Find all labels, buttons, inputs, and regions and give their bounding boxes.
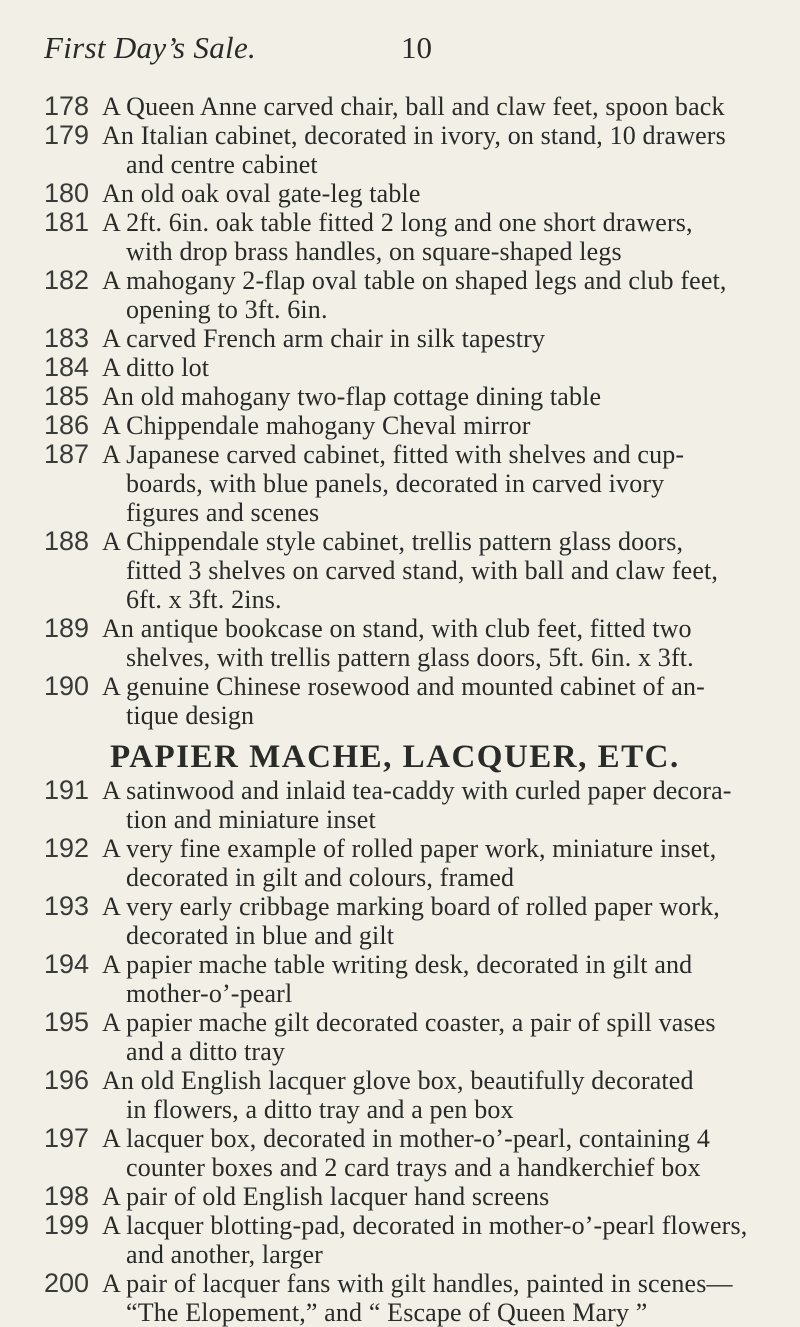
lot-description-line: with drop brass handles, on square-shaped legs	[126, 237, 622, 266]
lot-item	[44, 1269, 744, 1327]
lot-description	[102, 382, 744, 411]
lot-description-line: decorated in gilt and colours, framed	[126, 863, 515, 892]
lot-description-line: A very early cribbage marking board of rolled paper work,	[102, 892, 720, 921]
lot-description-line: figures and scenes	[126, 498, 320, 527]
lot-description	[102, 324, 744, 353]
lot-description-line: An old mahogany two-flap cottage dining table	[102, 382, 602, 411]
lot-description	[102, 614, 744, 672]
lot-description-line: A Chippendale style cabinet, trellis pattern glass doors,	[102, 527, 684, 556]
lot-description	[102, 179, 744, 208]
lot-item	[44, 1066, 744, 1124]
lot-description-line: An old oak oval gate-leg table	[102, 179, 421, 208]
lot-number: 198	[44, 1181, 90, 1211]
lot-description-line: A papier mache gilt decorated coaster, a pair of spill vases	[102, 1008, 716, 1037]
lot-description	[102, 1008, 744, 1066]
lot-description-line: A Chippendale mahogany Cheval mirror	[102, 411, 531, 440]
lot-item	[44, 950, 744, 1008]
lot-number: 183	[44, 323, 90, 353]
lot-item	[44, 672, 744, 730]
lot-item	[44, 892, 744, 950]
lot-description	[102, 892, 744, 950]
lot-item	[44, 179, 744, 208]
lot-item	[44, 834, 744, 892]
lot-description-line: A genuine Chinese rosewood and mounted cabinet of an-	[102, 672, 705, 701]
lot-description-line: A very fine example of rolled paper work, miniature inset,	[102, 834, 717, 863]
lot-description	[102, 834, 744, 892]
lot-number: 189	[44, 613, 90, 643]
lot-description-line: A 2ft. 6in. oak table fitted 2 long and one short drawers,	[102, 208, 693, 237]
lot-description-line: A lacquer blotting-pad, decorated in mother-o’-pearl flowers,	[102, 1211, 748, 1240]
lot-number: 197	[44, 1123, 90, 1153]
page-number: 10	[401, 30, 432, 65]
lot-number: 178	[44, 91, 90, 121]
lot-number: 188	[44, 526, 90, 556]
lot-item	[44, 92, 744, 121]
lot-description	[102, 1124, 744, 1182]
lot-number: 186	[44, 410, 90, 440]
lot-number: 195	[44, 1007, 90, 1037]
running-title: First Day’s Sale.	[44, 30, 257, 65]
lot-description-line: counter boxes and 2 card trays and a handkerchief box	[126, 1153, 701, 1182]
lot-description-line: boards, with blue panels, decorated in carved ivory	[126, 469, 665, 498]
lot-description	[102, 672, 744, 730]
lot-description	[102, 1211, 747, 1269]
lot-description-line: decorated in blue and gilt	[126, 921, 395, 950]
lot-description-line: opening to 3ft. 6in.	[126, 295, 328, 324]
lot-number: 187	[44, 439, 90, 469]
lot-description-line: and centre cabinet	[126, 150, 318, 179]
lot-description	[102, 266, 744, 324]
lot-description-line: tion and miniature inset	[126, 805, 376, 834]
lot-description-line: A papier mache table writing desk, decorated in gilt and	[102, 950, 693, 979]
lot-item	[44, 1210, 748, 1269]
lot-item	[44, 1124, 744, 1182]
lot-description-line: tique design	[126, 701, 255, 730]
lot-list-papier-mache	[44, 775, 748, 1327]
lot-item	[44, 266, 744, 324]
lot-description	[102, 776, 744, 834]
lot-description	[102, 121, 744, 179]
lot-item	[44, 614, 744, 672]
lot-item	[44, 1008, 744, 1066]
lot-number: 190	[44, 671, 90, 701]
lot-description-line: A pair of old English lacquer hand screens	[102, 1182, 550, 1211]
lot-item	[44, 353, 744, 382]
lot-description	[102, 950, 744, 1008]
lot-description	[102, 1182, 744, 1211]
lot-description-line: and another, larger	[126, 1240, 323, 1269]
lot-number: 180	[44, 178, 90, 208]
lot-description	[102, 92, 744, 121]
lot-description-line: A pair of lacquer fans with gilt handles, painted in scenes—	[102, 1269, 733, 1298]
lot-item	[44, 208, 744, 266]
lot-description-line: A ditto lot	[102, 353, 210, 382]
lot-description-line: and a ditto tray	[126, 1037, 286, 1066]
lot-description	[102, 527, 744, 614]
lot-number: 179	[44, 120, 90, 150]
lot-description-line: An antique bookcase on stand, with club feet, fitted two	[102, 614, 692, 643]
lot-description-line: shelves, with trellis pattern glass doors, 5ft. 6in. x 3ft.	[126, 643, 694, 672]
lot-number: 193	[44, 891, 90, 921]
lot-description-line: fitted 3 shelves on carved stand, with ball and claw feet,	[126, 556, 719, 585]
lot-number: 196	[44, 1065, 90, 1095]
lot-description	[102, 353, 744, 382]
lot-description-line: “The Elopement,” and “ Escape of Queen Mary ”	[126, 1298, 648, 1327]
running-head	[44, 30, 744, 92]
lot-description	[102, 1269, 744, 1327]
lot-item	[44, 1182, 744, 1211]
lot-number: 192	[44, 833, 90, 863]
lot-description-line: A satinwood and inlaid tea-caddy with curled paper decora-	[102, 776, 732, 805]
lot-description	[102, 208, 744, 266]
lot-number: 191	[44, 775, 90, 805]
lot-description-line: A lacquer box, decorated in mother-o’-pearl, containing 4	[102, 1124, 710, 1153]
lot-item	[44, 121, 744, 179]
lot-description-line: A Japanese carved cabinet, fitted with shelves and cup-	[102, 440, 685, 469]
lot-number: 182	[44, 265, 90, 295]
lot-description-line: A mahogany 2-flap oval table on shaped legs and club feet,	[102, 266, 727, 295]
lot-item	[44, 440, 744, 527]
lot-number: 185	[44, 381, 90, 411]
lot-number: 200	[44, 1268, 90, 1298]
lot-item	[44, 527, 744, 614]
lot-item	[44, 776, 744, 834]
lot-item	[44, 382, 744, 411]
lot-description-line: A Queen Anne carved chair, ball and claw feet, spoon back	[102, 92, 725, 121]
lot-description	[102, 1066, 744, 1124]
section-heading: PAPIER MACHE, LACQUER, ETC.	[110, 739, 680, 775]
lot-number: 181	[44, 207, 90, 237]
lot-item	[44, 411, 744, 440]
lot-description-line: An old English lacquer glove box, beautifully decorated	[102, 1066, 694, 1095]
lot-description-line: An Italian cabinet, decorated in ivory, on stand, 10 drawers	[102, 121, 726, 150]
lot-number: 184	[44, 352, 90, 382]
lot-item	[44, 324, 744, 353]
lot-description	[102, 411, 744, 440]
lot-description-line: 6ft. x 3ft. 2ins.	[126, 585, 282, 614]
lot-description	[102, 440, 744, 527]
lot-number: 199	[44, 1210, 90, 1240]
lot-number: 194	[44, 949, 90, 979]
lot-description-line: A carved French arm chair in silk tapestry	[102, 324, 546, 353]
lot-description-line: in flowers, a ditto tray and a pen box	[126, 1095, 514, 1124]
lot-description-line: mother-o’-pearl	[126, 979, 293, 1008]
lot-list-furniture	[44, 92, 744, 730]
